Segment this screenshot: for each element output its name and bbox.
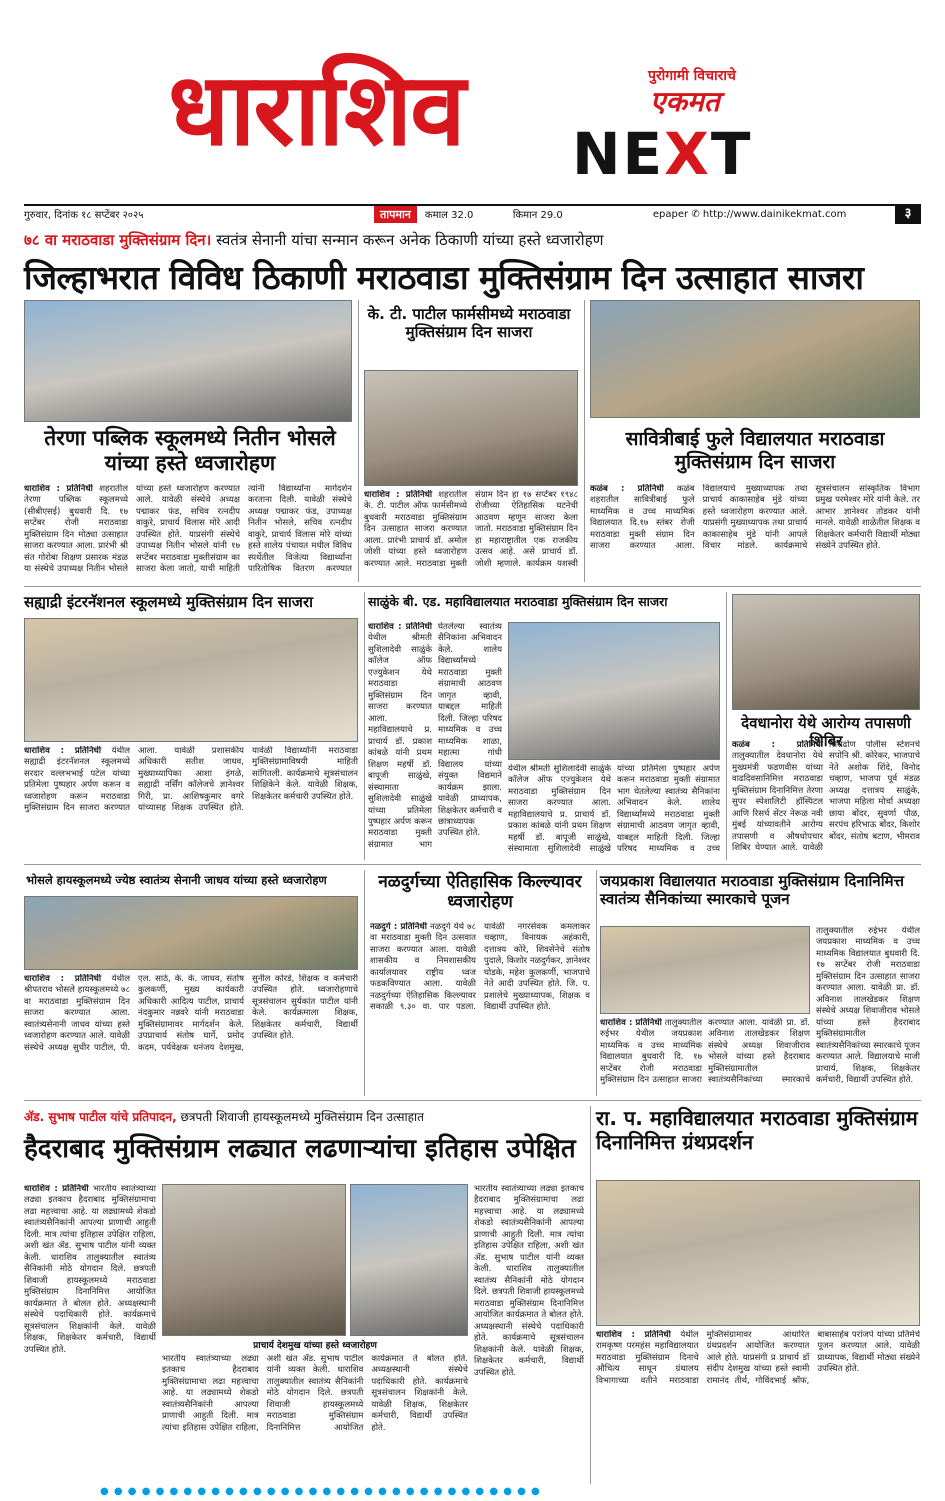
- body-rp-college: येथील रामकृष्ण परमहंस महाविद्यालयात मराठवाडा मुक्तिसंग्राम दिनाचे औचित्य साधून ग्रंथालय विभागाच्या वतीने मराठवाडा मुक्तिसंग्रामावर आधारित ग्रंथप्रदर्शन आयोजित करण्यात आले होते. याप्रसंगी प्र प्राचार्य डॉ संदीप देशमुख यांच्या हस्ते स्वामी रामानंद तीर्थ, गोविंदभाई श्रॉफ, बाबासाहेब परांजपे यांच्या प्रतिमेचे पूजन करण्यात आले. यावेळी प्राध्यापक, विद्यार्थी मोठ्या संख्येने उपस्थित होते.: [596, 1330, 920, 1386]
- headline-savitribai: सावित्रीबाई फुले विद्यालयात मराठवाडा मुक्तिसंग्राम दिन साजरा: [625, 428, 885, 473]
- body-salunke-continued: येथील श्रीमती सुशिलादेवी साळुंके कॉलेज ऑफ एज्युकेशन येथे मराठवाडा मुक्तिसंग्राम दिन साजरा करण्यात आला. महाविद्यालयाचे प्र. प्राचार्य डॉ. प्रकाश कांबळे यांनी प्रथम शिक्षण महर्षी डॉ. बापूजी साळुंखे, संस्थामाता सुशिलादेवी साळुंखे यांच्या प्रतिमेला पुष्पहार अर्पण करून मराठवाडा मुक्ती संग्रामात भाग घेतलेल्या स्वातंत्र्य सैनिकांना अभिवादन केले. शालेय विद्यार्थ्यांमध्ये मराठवाडा मुक्ती संग्रामाची आठवण जागृत व्हावी, याबद्दल माहिती दिली. जिल्हा परिषद माध्यमिक व उच्च: [508, 764, 720, 855]
- story-devdhanora: [732, 740, 920, 858]
- byline-hyderabad: धाराशिव : प्रतिनिधी: [24, 1184, 89, 1194]
- body-kt-patil: शहरातील के. टी. पाटील ऑफ फार्मसीमध्ये बुधवारी मराठवाडा मुक्तिसंग्राम दिन उत्साहात साजरा करण्यात आला. प्रारंभी प्राचार्य डॉ. अमोल जोशी यांच्या हस्ते ध्वजारोहण करण्यात आले. मराठवाडा मुक्ती संग्राम दिन हा १७ सप्टेंबर १९४८ रोजीच्या ऐतिहासिक घटनेची आठवण म्हणून साजरा केला जातो. मराठवाडा मुक्तिसंग्राम दिन हा महाराष्ट्रातील एक राजकीय उत्सव आहे. असे प्राचार्य डॉ. जोशी म्हणाले. कार्यक्रम यशस्वी: [364, 490, 578, 569]
- masthead: [0, 0, 945, 200]
- body-savitribai: कळंब शहरातील सावित्रीबाई फुले माध्यमिक व उच्च माध्यमिक विद्यालयात दि.१७ स्तंबर रोजी मराठवाडा मुक्ती संग्राम दिन साजरा करण्यात आला. विद्यालयाचे मुख्याध्यापक तथा प्राचार्य काकासाहेब मुंडे यांच्या हस्ते ध्वजारोहण करण्यात आले. याप्रसंगी मुख्याध्यापक तथा प्राचार्य काकासाहेब मुंडे यांनी आपले विचार मांडले. कार्यक्रमाचे सूत्रसंचालन सांस्कृतिक विभाग प्रमुख परमेश्वर मोरे यांनी केले. तर आभार ज्ञानेश्वर तोडकर यांनी मानले. यावेळी शाळेतील शिक्षक व शिक्षकेतर कर्मचारी विद्यार्थी मोठ्या संख्येने उपस्थित होते.: [590, 484, 920, 552]
- body-hyderabad-col3: भारतीय स्वातंत्र्याच्या लढ्या इतकाच हैदराबाद मुक्तिसंग्रामाचा लढा महत्त्वाचा आहे. या लढ्यामध्ये शेकडो स्वातंत्र्यसैनिकांनी आपल्या प्राणाची आहुती दिली. मात्र त्यांचा इतिहास उपेक्षित राहिला, अशी खंत ॲड. सुभाष पाटील यांनी व्यक्त केली. धाराशिव तालुक्यातील स्वातंत्र्य सैनिकांनी मोठे योगदान दिले. छत्रपती शिवाजी हायस्कूलमध्ये मराठवाडा मुक्तिसंग्राम दिनानिमित्त आयोजित कार्यक्रमात ते बोलत होते. अध्यक्षस्थानी संस्थेचे पदाधिकारी होते. कार्यक्रमाचे सूत्रसंचालन शिक्षकांनी केले. यावेळी शिक्षक, शिक्षकेतर कर्मचारी, विद्यार्थी उपस्थित होते.: [474, 1184, 584, 1378]
- newspaper-title: धाराशिव: [168, 51, 464, 168]
- top-kicker: [24, 230, 604, 250]
- story-photo-hyderabad-2: [350, 1184, 468, 1336]
- story-photo-devdhanora: [732, 594, 920, 710]
- byline-salunke: धाराशिव : प्रतिनिधी: [368, 622, 432, 632]
- body-hyderabad: भारतीय स्वातंत्र्याच्या लढ्या इतकाच हैदराबाद मुक्तिसंग्रामाचा लढा महत्त्वाचा आहे. या लढ्यामध्ये शेकडो स्वातंत्र्यसैनिकांनी आपल्या प्राणाची आहुती दिली. मात्र त्यांचा इतिहास उपेक्षित राहिला, अशी खंत ॲड. सुभाष पाटील यांनी व्यक्त केली. धाराशिव तालुक्यातील स्वातंत्र्य सैनिकांनी मोठे योगदान दिले. छत्रपती शिवाजी हायस्कूलमध्ये मराठवाडा मुक्तिसंग्राम दिनानिमित्त आयोजित कार्यक्रमात ते बोलत होते. अध्यक्षस्थानी संस्थेचे पदाधिकारी होते. कार्यक्रमाचे सूत्रसंचालन शिक्षकांनी केले. यावेळी शिक्षक, शिक्षकेतर कर्मचारी, विद्यार्थी उपस्थित होते.: [24, 1184, 156, 1355]
- byline-devdhanora: कळंब : प्रतिनिधी: [732, 740, 823, 750]
- headline-hyderabad: हैदराबाद मुक्तिसंग्राम लढ्यात लढणाऱ्यांचा इतिहास उपेक्षित: [24, 1134, 576, 1164]
- story-sahyadri: [24, 746, 358, 858]
- temperature-max: कमाल 32.0: [424, 210, 474, 221]
- story-photo-terna: [24, 300, 352, 422]
- temperature-label: तापमान: [374, 206, 417, 223]
- story-hyderabad-col3: [474, 1184, 584, 1480]
- headline-sahyadri: सह्याद्री इंटरनॅशनल स्कूलमध्ये मुक्तिसंग्राम दिन साजरा: [24, 593, 313, 611]
- top-kicker-text: स्वतंत्र सेनानी यांचा सन्मान करून अनेक ठिकाणी यांच्या हस्ते ध्वजारोहण: [216, 231, 604, 249]
- byline-jayprakash: धाराशिव : प्रतिनिधी: [600, 1018, 662, 1028]
- headline-terna: तेरणा पब्लिक स्कूलमध्ये नितीन भोसले यांच्या हस्ते ध्वजारोहण: [44, 426, 336, 476]
- issue-date: गुरुवार, दिनांक १८ सप्टेंबर २०२५: [24, 210, 144, 221]
- newspaper-tagline: पुरोगामी विचाराचे: [648, 68, 736, 84]
- story-photo-salunke: [508, 622, 720, 760]
- body-naldurg: नळदुर्ग येथे ७८ वा मराठवाडा मुक्ती दिन उत्सवात साजरा करण्यात आला. यावेळी शासकीय व निमशासकीय कार्यालयावर राष्ट्रीय ध्वज फडकविण्यात आला. यावेळी नळदुर्गच्या ऐतिहासिक किल्ल्यावर सकाळी ९.३० वा. पार पडला. यावेळी नगरसेवक कमलाकर चव्हाण, विनायक अहंकारी, दत्तात्रय कोरे, शिवसेनेचे संतोष पुदाले, किशोर नळदुर्गकर, ज्ञानेश्वर घोडके, महेश कुलकर्णी, भाजपाचे नेते आदी उपस्थित होते. जि. प. प्रशालेचे मुख्याध्यापक, शिक्षक व विद्यार्थी उपस्थित होते.: [370, 922, 590, 1013]
- top-kicker-red: ७८ वा मराठवाडा मुक्तिसंग्राम दिन।: [24, 231, 212, 249]
- next-logo: [572, 120, 753, 188]
- body-devdhanora: तालुक्यातील देवधानोरा येथे मुख्यमंत्री फडणवीस यांच्या वाढदिवसानिमित्त मराठवाडा मुक्तिसंग्राम दिनानिमित्त तेरणा सुपर स्पेशालिटी हॉस्पिटल आणि रिसर्च सेंटर नेरूळ नवी मुंबई यांच्यावतीने आरोग्य तपासणी व औषधोपचार शिबिर घेण्यात आले. यावेळी सिराढोण पोलीस स्टेशनचे सपोनि श्री. कोरेकर, भाजपाचे नेते अशोक शिंदे, विनोद चव्हाण, भाजपा पूर्व मंडळ अध्यक्ष दत्तात्रय साळुंके, भाजपा महिला मोर्चा अध्यक्षा छाया बोंदर, सुवर्णा पौळ, सरपंच हरिभाऊ बोंदर, किशोर बोंदर, संतोष बटाण, भीमराव: [732, 740, 920, 854]
- next-logo-x: X: [664, 120, 711, 188]
- body-sahyadri: येथील सह्याद्री इंटरनॅशनल स्कूलमध्ये सरदार वल्लभभाई पटेल यांच्या प्रतिमेला पुष्पहार अर्पण करून व ध्वजारोहण करून मराठवाडा मुक्तिसंग्राम दिन साजरा करण्यात आला. यावेळी प्रशासकीय अधिकारी सतीश जाधव, मुख्याध्यापिका आशा इंगळे, सह्याद्री नर्सिंग कॉलेजचे ज्ञानेश्वर गिरी, प्रा. आशिषकुमार वगरे यांच्यासह शिक्षक उपस्थित होते. यावेळी विद्यार्थ्यांनी मराठवाडा मुक्तिसंग्रामाविषयी माहिती सांगितली. कार्यक्रमाचे सूत्रसंचालन शिक्षिकेने केले. यावेळी शिक्षक, शिक्षकेतर कर्मचारी उपस्थित होते.: [24, 746, 358, 814]
- story-jayprakash-continued: [816, 926, 920, 1092]
- story-rp-college: [596, 1330, 920, 1480]
- byline-sahyadri: धाराशिव : प्रतिनिधी: [24, 746, 102, 756]
- temperature-min: किमान 29.0: [512, 210, 563, 221]
- story-photo-bhosale: [24, 896, 358, 970]
- brand-logo: एकमत: [650, 85, 720, 118]
- body-hyderabad-continued: भारतीय स्वातंत्र्याच्या लढ्या इतकाच हैदराबाद मुक्तिसंग्रामाचा लढा महत्त्वाचा आहे. या लढ्यामध्ये शेकडो स्वातंत्र्यसैनिकांनी आपल्या प्राणाची आहुती दिली. मात्र त्यांचा इतिहास उपेक्षित राहिला, अशी खंत ॲड. सुभाष पाटील यांनी व्यक्त केली. धाराशिव तालुक्यातील स्वातंत्र्य सैनिकांनी मोठे योगदान दिले. छत्रपती शिवाजी हायस्कूलमध्ये मराठवाडा मुक्तिसंग्राम दिनानिमित्त आयोजित कार्यक्रमात ते बोलत होते. अध्यक्षस्थानी संस्थेचे पदाधिकारी होते. कार्यक्रमाचे सूत्रसंचालन शिक्षकांनी केले. यावेळी शिक्षक, शिक्षकेतर कर्मचारी, विद्यार्थी उपस्थित होते.: [162, 1354, 468, 1433]
- headline-naldurg: नळदुर्गच्या ऐतिहासिक किल्ल्यावर ध्वजारोहण: [378, 872, 582, 913]
- body-salunke: येथील श्रीमती सुशिलादेवी साळुंके कॉलेज ऑफ एज्युकेशन येथे मराठवाडा मुक्तिसंग्राम दिन साजरा करण्यात आला. महाविद्यालयाचे प्र. प्राचार्य डॉ. प्रकाश कांबळे यांनी प्रथम शिक्षण महर्षी डॉ. बापूजी साळुंखे, संस्थामाता सुशिलादेवी साळुंखे यांच्या प्रतिमेला पुष्पहार अर्पण करून मराठवाडा मुक्ती संग्रामात भाग घेतलेल्या स्वातंत्र्य सैनिकांना अभिवादन केले. शालेय विद्यार्थ्यांमध्ये मराठवाडा मुक्ती संग्रामाची आठवण जागृत व्हावी, याबद्दल माहिती दिली. जिल्हा परिषद माध्यमिक व उच्च माध्यमिक शाळा, महात्मा गांधी विद्यालय यांच्या संयुक्त विद्यमाने कार्यक्रम झाला. यावेळी प्राध्यापक, शिक्षकेतर कर्मचारी व छात्राध्यापक उपस्थित होते.: [368, 622, 502, 850]
- headline-rp-college: रा. प. महाविद्यालयात मराठवाडा मुक्तिसंग्राम दिनानिमित्त ग्रंथप्रदर्शन: [596, 1106, 918, 1154]
- headline-salunke: साळुंके बी. एड. महाविद्यालयात मराठवाडा मुक्तिसंग्राम दिन साजरा: [368, 594, 668, 609]
- byline-terna: धाराशिव : प्रतिनिधी: [24, 484, 93, 494]
- banner-headline: जिल्हाभरात विविध ठिकाणी मराठवाडा मुक्तिसंग्राम दिन उत्साहात साजरा: [24, 258, 864, 297]
- story-photo-rp-college: [596, 1180, 920, 1326]
- next-logo-t: T: [710, 120, 753, 188]
- headline-jayprakash: जयप्रकाश विद्यालयात मराठवाडा मुक्तिसंग्राम दिनानिमित्त स्वातंत्र्य सैनिकांच्या स्मारकाचे पूजन: [600, 872, 904, 908]
- story-savitribai: [590, 484, 920, 579]
- photo-caption-hyderabad: प्राचार्य देशमुख यांच्या हस्ते ध्वजारोहण: [162, 1338, 468, 1351]
- page-number: ३: [895, 204, 921, 224]
- story-naldurg: [370, 922, 590, 1092]
- epaper-link[interactable]: epaper ✆ http://www.dainikekmat.com: [652, 208, 847, 220]
- story-photo-kt-patil: [364, 370, 578, 486]
- body-jayprakash: तालुक्यातील रुईभर येथील जयप्रकाश माध्यमिक व उच्च माध्यमिक विद्यालयात बुधवारी दि. १७ सप्टेंबर रोजी मराठवाडा मुक्तिसंग्राम दिन उत्साहात साजरा करण्यात आला. यावेळी प्रा. डॉ. अविनाश तालखेडकर शिक्षण संस्थेचे अध्यक्ष शिवाजीराव भोसले यांच्या हस्ते हैदराबाद मुक्तिसंग्रामातील स्वातंत्र्यसैनिकांच्या स्मारकाचे: [600, 1018, 810, 1086]
- story-photo-sahyadri: [24, 618, 358, 742]
- body-bhosale: येथील श्रीपतराव भोसले हायस्कूलमध्ये ७८ वा मराठवाडा मुक्तिसंग्राम दिन साजरा करण्यात आला. स्वातंत्र्यसेनानी जाधव यांच्या हस्ते ध्वजारोहण करण्यात आले. यावेळी संस्थेचे अध्यक्ष सुधीर पाटील, पी. एल. साठे, के. के. जाधव, संतोष कुलकर्णी, मुख्य कार्यकारी अधिकारी आदित्य पाटील, प्राचार्य नंदकुमार नन्नवरे यांनी मराठवाडा मुक्तिसंग्रामावर मार्गदर्शन केले. उपप्राचार्य संतोष घार्गे, प्रमोद कदम, पर्यवेक्षक धनंजय देशमुख, सुनील कोरडे, शिक्षक व कर्मचारी उपस्थित होते. ध्वजारोहणाचे सूत्रसंचालन सुर्यकांत पाटील यांनी केले. कार्यक्रमाला शिक्षक, शिक्षकेतर कर्मचारी, विद्यार्थी उपस्थित होते.: [24, 974, 358, 1053]
- body-jayprakash-continued: तालुक्यातील रुईभर येथील जयप्रकाश माध्यमिक व उच्च माध्यमिक विद्यालयात बुधवारी दि. १७ सप्टेंबर रोजी मराठवाडा मुक्तिसंग्राम दिन उत्साहात साजरा करण्यात आला. यावेळी प्रा. डॉ. अविनाश तालखेडकर शिक्षण संस्थेचे अध्यक्ष शिवाजीराव भोसले यांच्या हस्ते हैदराबाद मुक्तिसंग्रामातील स्वातंत्र्यसैनिकांच्या स्मारकाचे पूजन करण्यात आले. विद्यालयाचे माजी प्राचार्य, शिक्षक, शिक्षकेतर कर्मचारी, विद्यार्थी उपस्थित होते.: [816, 926, 920, 1086]
- next-logo-ne: NE: [572, 120, 665, 188]
- story-salunke-continued: [508, 764, 720, 858]
- byline-savitribai: कळंब : प्रतिनिधी: [590, 484, 664, 494]
- story-photo-hyderabad-1: [162, 1184, 346, 1336]
- headline-devdhanora: देवधानोरा येथे आरोग्य तपासणी शिबिर: [741, 714, 911, 750]
- story-photo-jayprakash: [600, 926, 810, 1014]
- body-terna: शहरातील तेरणा पब्लिक स्कूलमध्ये (सीबीएसई) बुधवारी दि. १७ सप्टेंबर रोजी मराठवाडा मुक्तिसंग्राम दिन मोठ्या उत्साहात साजरा करण्यात आला. प्रारंभी श्री संत गोरोबा शिक्षण प्रसारक मंडळ या संस्थेचे उपाध्यक्ष नितीन भोसले यांच्या हस्ते ध्वजारोहण करण्यात आले. यावेळी संस्थेचे अध्यक्ष पद्माकर फंड, सचिव रत्नदीप वाकुरे, प्राचार्य विलास मोरे आदी उपस्थित होते. याप्रसंगी संस्थेचे उपाध्यक्ष नितीन भोसले यांनी १७ सप्टेंबर मराठवाडा मुक्तीसंग्राम का साजरा केला जातो, याची माहिती त्यांनी विद्यार्थ्यांना मार्गदर्शन करताना दिली. यावेळी संस्थेचे अध्यक्ष पद्माकर फंड, उपाध्यक्ष नितीन भोसले, सचिव रत्नदीप वाकुरे, प्राचार्य विलास मोरे यांच्या हस्ते शालेय पंचायत मधील विविध स्पर्धेतील विजेत्या विद्यार्थ्यांना पारितोषिक वितरण करण्यात: [24, 484, 352, 575]
- registration-marks: ● ● ● ● ● ● ● ● ● ● ● ● ● ● ● ● ● ● ● ● ● ● ● ● ● ● ● ● ● ● ● ●: [100, 1486, 541, 1497]
- dateline: [24, 204, 921, 222]
- byline-naldurg: नळदुर्ग : प्रतिनिधी: [370, 922, 427, 932]
- headline-kt-patil: के. टी. पाटील फार्मसीमध्ये मराठवाडा मुक्तिसंग्राम दिन साजरा: [367, 305, 571, 341]
- story-salunke: [368, 622, 502, 858]
- story-bhosale: [24, 974, 358, 1092]
- story-hyderabad: [24, 1184, 156, 1480]
- hyderabad-kicker-text: छत्रपती शिवाजी हायस्कूलमध्ये मुक्तिसंग्राम दिन उत्साहात: [180, 1110, 424, 1124]
- headline-bhosale: भोसले हायस्कूलमध्ये ज्येष्ठ स्वातंत्र्य सेनानी जाधव यांच्या हस्ते ध्वजारोहण: [26, 873, 327, 887]
- story-photo-savitribai: [590, 300, 920, 418]
- byline-bhosale: धाराशिव : प्रतिनिधी: [24, 974, 102, 984]
- hyderabad-kicker: [24, 1108, 424, 1125]
- story-jayprakash: [600, 1018, 810, 1092]
- story-hyderabad-continued: [162, 1354, 468, 1480]
- byline-rp-college: धाराशिव : प्रतिनिधी: [596, 1330, 671, 1340]
- byline-kt-patil: धाराशिव : प्रतिनिधी: [364, 490, 433, 500]
- story-terna: [24, 484, 352, 579]
- hyderabad-kicker-red: ॲड. सुभाष पाटील यांचे प्रतिपादन,: [24, 1110, 177, 1124]
- story-kt-patil: [364, 490, 578, 580]
